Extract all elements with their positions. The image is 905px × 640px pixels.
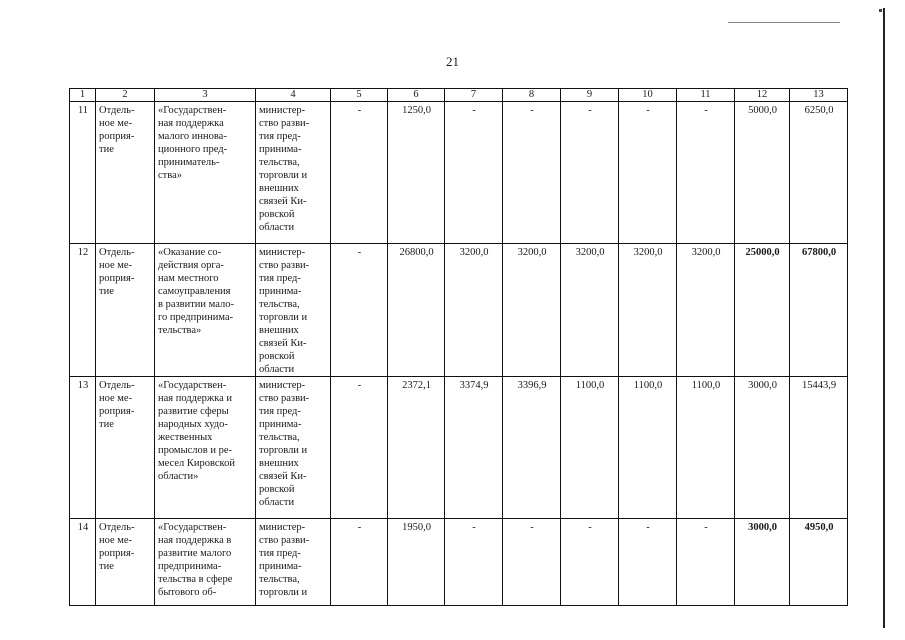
- row-number: 11: [70, 102, 96, 244]
- table-row: [70, 519, 848, 606]
- col-header: 7: [445, 89, 503, 102]
- row-name: «Оказание со- действия орга- нам местного самоуправления в развитии мало- го предпринима- тельства»: [155, 244, 256, 377]
- row-type: Отдель- ное ме- роприя- тие: [96, 519, 155, 606]
- row-number: 14: [70, 519, 96, 606]
- cell-col11: 3200,0: [677, 244, 735, 377]
- cell-col6: 1250,0: [388, 102, 445, 244]
- row-executor: министер- ство разви- тия пред- принима- тельства, торговли и внешних связей Ки- ровской области: [256, 102, 331, 244]
- cell-col13: 15443,9: [790, 377, 848, 519]
- row-type: Отдель- ное ме- роприя- тие: [96, 377, 155, 519]
- cell-col7: 3374,9: [445, 377, 503, 519]
- cell-col11: 1100,0: [677, 377, 735, 519]
- col-header: 11: [677, 89, 735, 102]
- table-row: [70, 244, 848, 377]
- cell-col12: 25000,0: [735, 244, 790, 377]
- cell-col8: -: [503, 519, 561, 606]
- col-header: 12: [735, 89, 790, 102]
- cell-col7: 3200,0: [445, 244, 503, 377]
- cell-col10: 1100,0: [619, 377, 677, 519]
- row-number: 12: [70, 244, 96, 377]
- cell-col5: -: [331, 519, 388, 606]
- cell-col9: -: [561, 102, 619, 244]
- row-number: 13: [70, 377, 96, 519]
- row-executor: министер- ство разви- тия пред- принима- тельства, торговли и: [256, 519, 331, 606]
- col-header: 9: [561, 89, 619, 102]
- program-table: [69, 88, 848, 606]
- cell-col5: -: [331, 377, 388, 519]
- cell-col10: 3200,0: [619, 244, 677, 377]
- col-header: 8: [503, 89, 561, 102]
- cell-col9: 1100,0: [561, 377, 619, 519]
- cell-col9: 3200,0: [561, 244, 619, 377]
- cell-col13: 4950,0: [790, 519, 848, 606]
- row-executor: министер- ство разви- тия пред- принима- тельства, торговли и внешних связей Ки- ровской области: [256, 377, 331, 519]
- scan-edge-right: [883, 8, 885, 628]
- row-name: «Государствен- ная поддержка малого иннова- ционного пред- приниматель- ства»: [155, 102, 256, 244]
- col-header: 6: [388, 89, 445, 102]
- col-header: 10: [619, 89, 677, 102]
- row-type: Отдель- ное ме- роприя- тие: [96, 102, 155, 244]
- col-header: 3: [155, 89, 256, 102]
- row-type: Отдель- ное ме- роприя- тие: [96, 244, 155, 377]
- column-number-row: [70, 89, 848, 102]
- col-header: 5: [331, 89, 388, 102]
- cell-col8: 3396,9: [503, 377, 561, 519]
- row-name: «Государствен- ная поддержка и развитие сферы народных худо- жественных промыслов и ре- месел Кировской области»: [155, 377, 256, 519]
- col-header: 13: [790, 89, 848, 102]
- col-header: 2: [96, 89, 155, 102]
- cell-col5: -: [331, 102, 388, 244]
- cell-col5: -: [331, 244, 388, 377]
- cell-col8: -: [503, 102, 561, 244]
- cell-col10: -: [619, 102, 677, 244]
- row-executor: министер- ство разви- тия пред- принима- тельства, торговли и внешних связей Ки- ровской области: [256, 244, 331, 377]
- cell-col9: -: [561, 519, 619, 606]
- cell-col8: 3200,0: [503, 244, 561, 377]
- cell-col12: 3000,0: [735, 377, 790, 519]
- table-row: [70, 377, 848, 519]
- cell-col10: -: [619, 519, 677, 606]
- table-row: [70, 102, 848, 244]
- cell-col12: 5000,0: [735, 102, 790, 244]
- cell-col13: 6250,0: [790, 102, 848, 244]
- cell-col12: 3000,0: [735, 519, 790, 606]
- cell-col7: -: [445, 519, 503, 606]
- scan-mark-top: [728, 22, 840, 23]
- cell-col6: 26800,0: [388, 244, 445, 377]
- col-header: 4: [256, 89, 331, 102]
- cell-col13: 67800,0: [790, 244, 848, 377]
- cell-col11: -: [677, 519, 735, 606]
- cell-col6: 1950,0: [388, 519, 445, 606]
- cell-col6: 2372,1: [388, 377, 445, 519]
- page-number: 21: [446, 54, 459, 69]
- cell-col7: -: [445, 102, 503, 244]
- scan-dot: [879, 9, 882, 12]
- row-name: «Государствен- ная поддержка в развитие малого предпринима- тельства в сфере бытового об-: [155, 519, 256, 606]
- col-header: 1: [70, 89, 96, 102]
- cell-col11: -: [677, 102, 735, 244]
